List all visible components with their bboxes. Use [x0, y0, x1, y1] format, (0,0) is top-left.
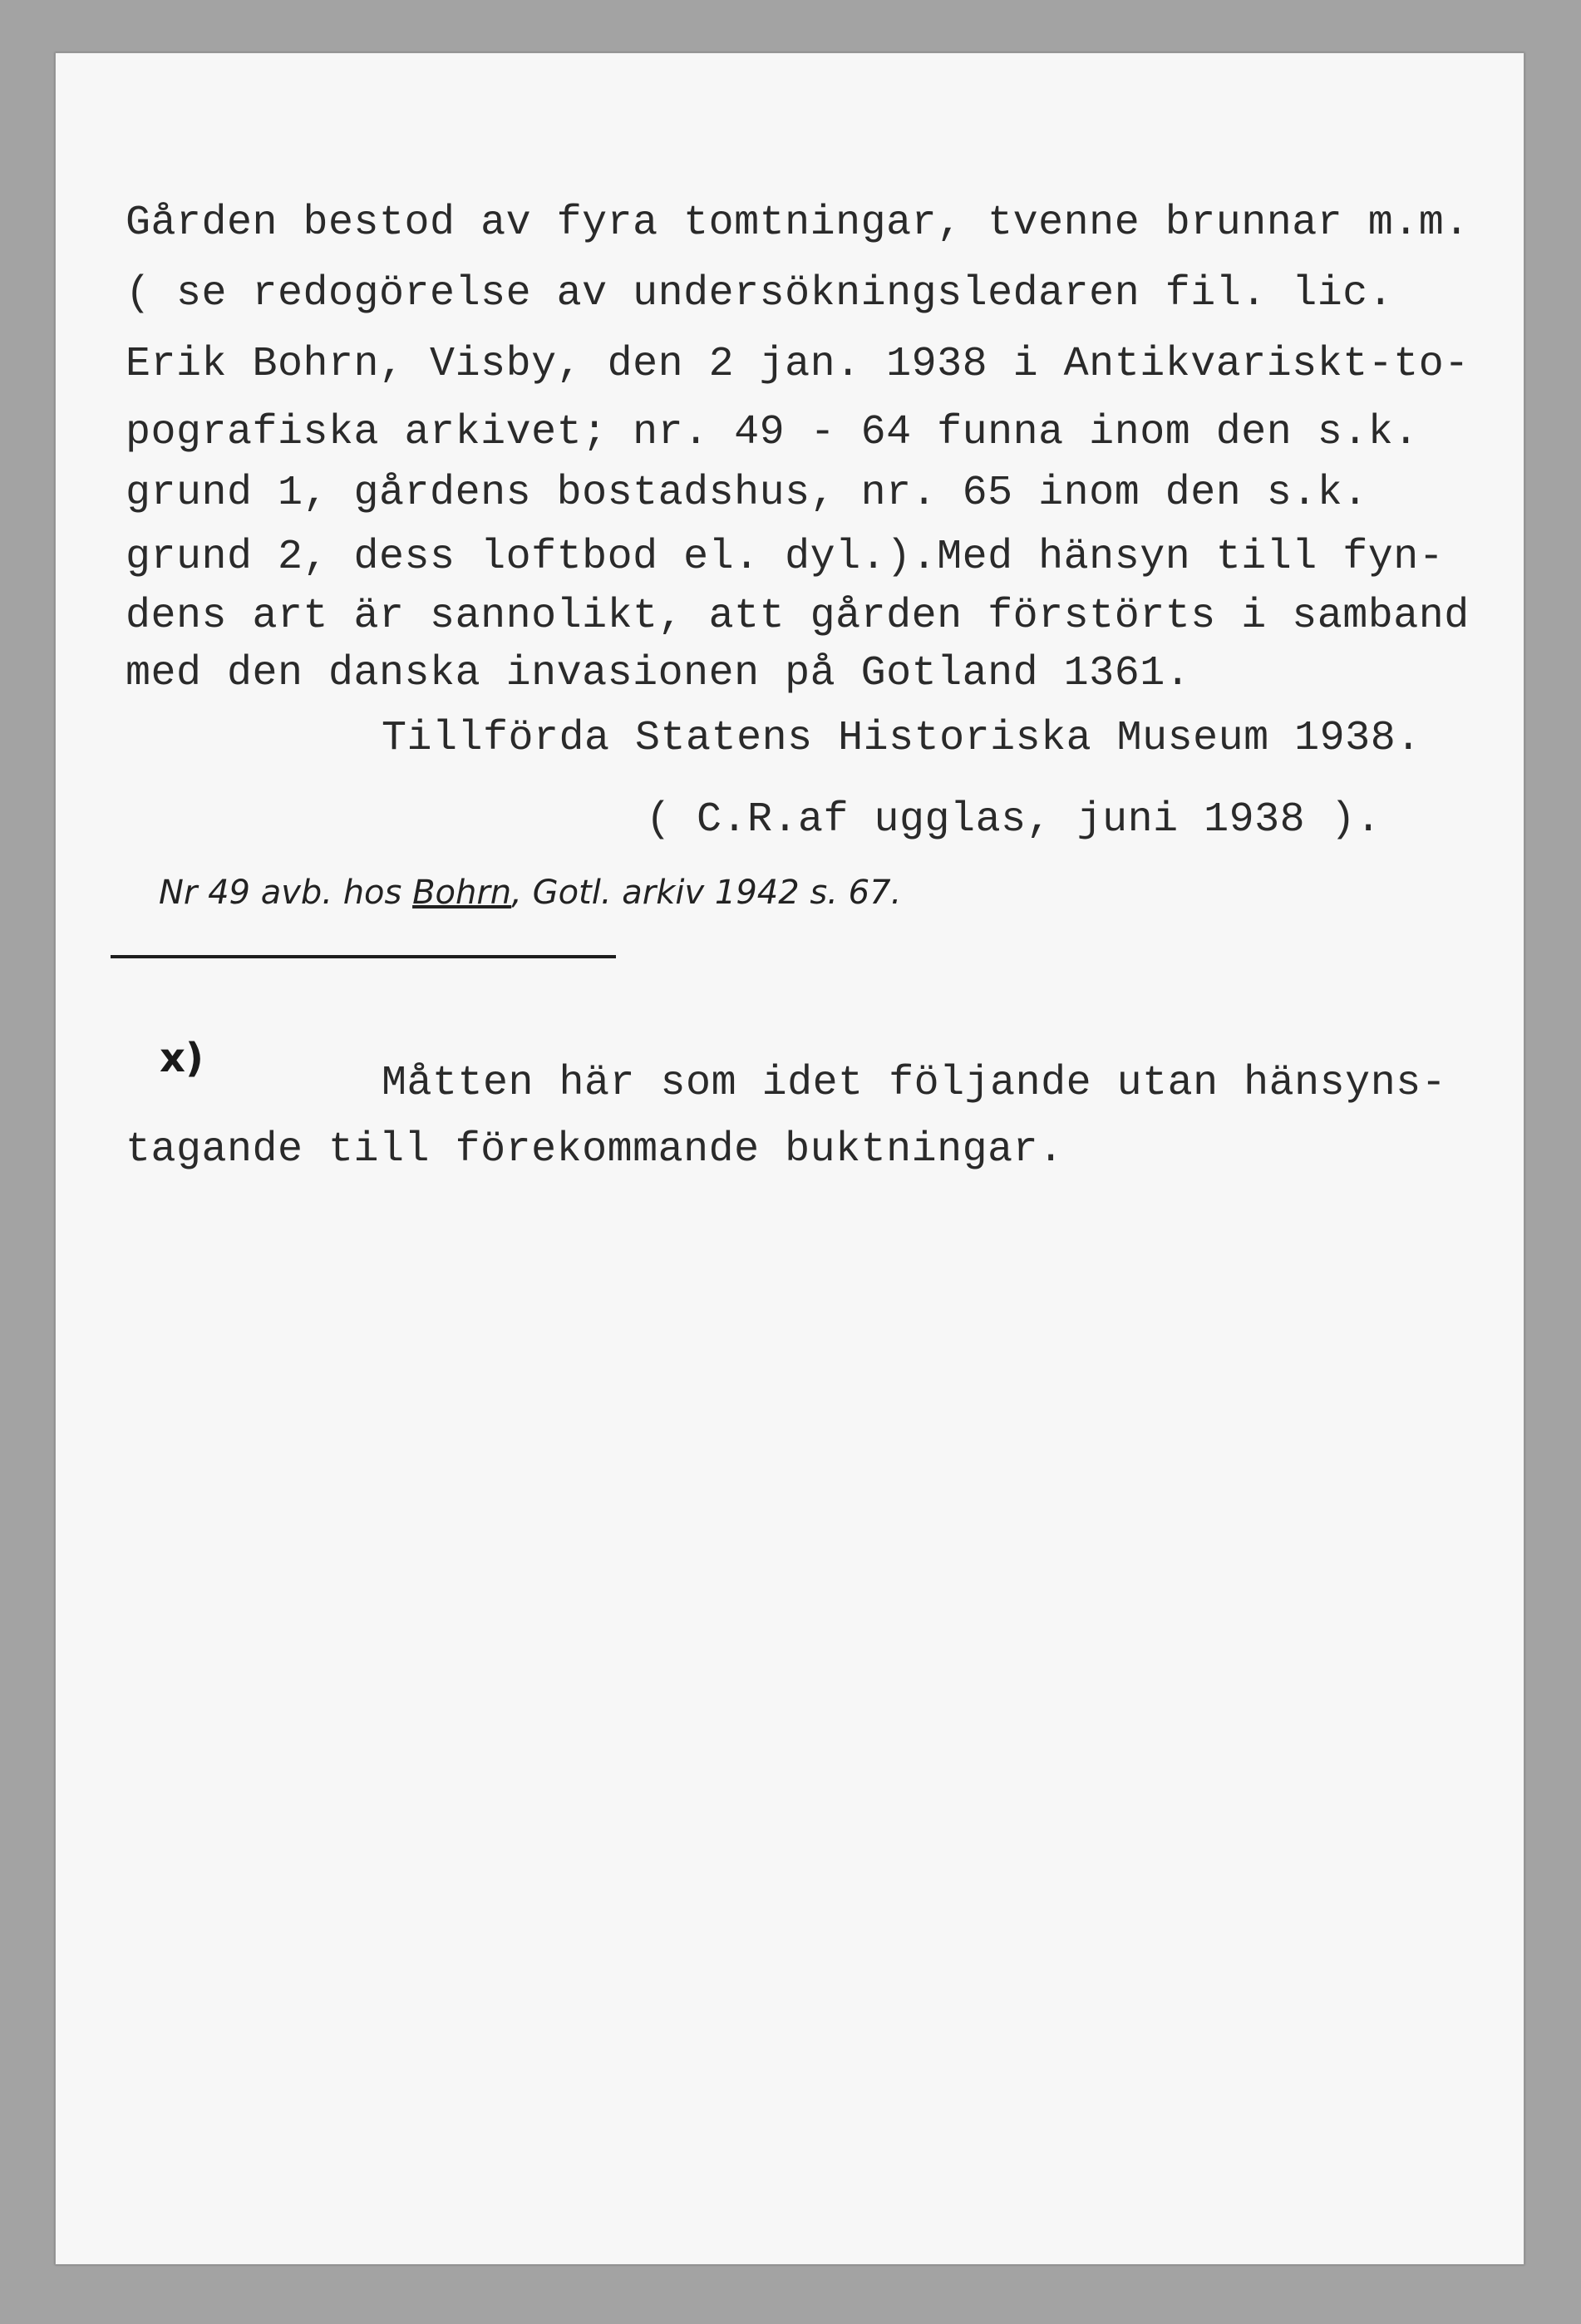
text-line-8: med den danska invasionen på Gotland 1361.: [126, 650, 1191, 697]
accession-line: Tillförda Statens Historiska Museum 1938.: [382, 715, 1421, 762]
footnote-line-2: tagande till förekommande buktningar.: [126, 1126, 1064, 1174]
footnote-marker: x): [160, 1035, 204, 1081]
text-line-3: Erik Bohrn, Visby, den 2 jan. 1938 i Antikvariskt-to-: [126, 341, 1470, 388]
handwritten-prefix: Nr 49 avb. hos: [159, 874, 413, 912]
text-line-7: dens art är sannolikt, att gården förstörts i samband: [126, 593, 1470, 640]
catalog-card: [55, 52, 1524, 2265]
text-line-4: pografiska arkivet; nr. 49 - 64 funna inom den s.k.: [126, 409, 1419, 456]
footnote-line-1: Måtten här som idet följande utan hänsyns-: [382, 1060, 1447, 1107]
signature-line: ( C.R.af ugglas, juni 1938 ).: [646, 796, 1382, 844]
text-line-2: ( se redogörelse av undersökningsledaren fil. lic.: [126, 270, 1394, 318]
handwritten-underlined: Bohrn: [412, 874, 512, 912]
handwritten-note: [159, 874, 902, 912]
text-line-1: Gården bestod av fyra tomtningar, tvenne brunnar m.m.: [126, 199, 1470, 247]
handwritten-suffix: , Gotl. arkiv 1942 s. 67.: [511, 874, 902, 912]
footnote-divider: [111, 955, 616, 958]
text-line-5: grund 1, gårdens bostadshus, nr. 65 inom den s.k.: [126, 470, 1368, 517]
text-line-6: grund 2, dess loftbod el. dyl.).Med hänsyn till fyn-: [126, 534, 1445, 581]
